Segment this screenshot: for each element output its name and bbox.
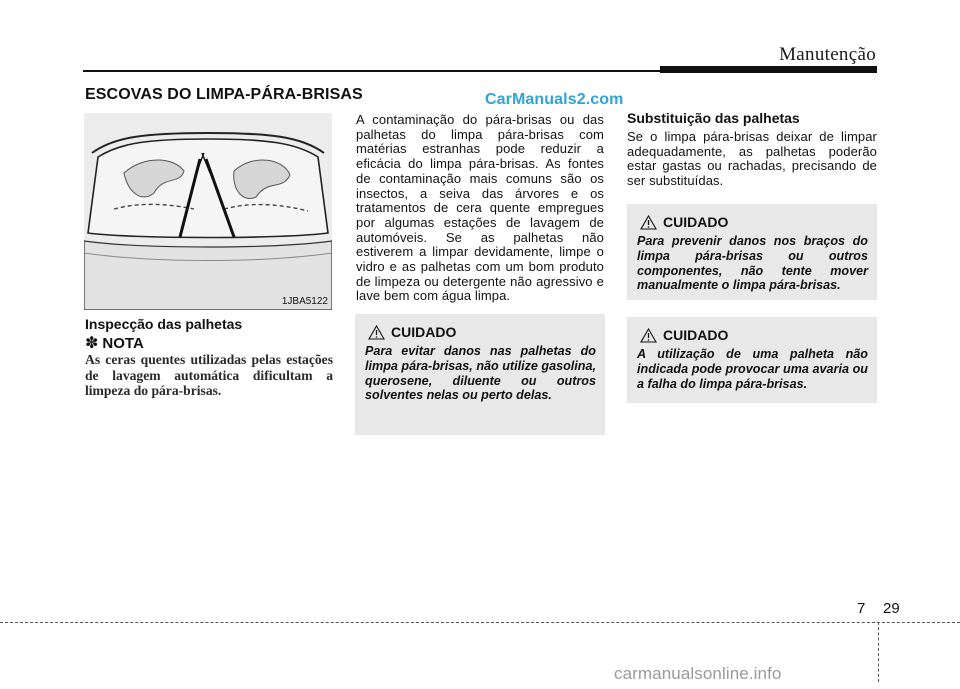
caution-heading [637, 214, 868, 230]
caution-text: Para prevenir danos nos braços do limpa pára-brisas ou outros componentes, não tente mover manualmente o limpa pára-brisas. [637, 234, 868, 293]
caution-heading [637, 327, 868, 343]
footer-watermark[interactable]: carmanualsonline.info [614, 664, 782, 683]
figure-code: 1JBA5122 [281, 296, 328, 307]
header-rule [83, 70, 663, 72]
site-watermark[interactable]: CarManuals2.com [485, 91, 624, 108]
replacement-paragraph: Se o limpa pára-brisas deixar de limpar adequadamente, as palhetas poderão estar gastas ou rachadas, precisando de ser substituídas. [627, 129, 877, 189]
caution-text: A utilização de uma palheta não indicada pode provocar uma avaria ou a falha do limpa pára-brisas. [637, 347, 868, 391]
contamination-paragraph: A contaminação do pára-brisas ou das palhetas do limpa pára-brisas com matérias estranhas pode reduzir a eficácia do limpa pára-brisas. As fontes de contaminação mais comuns são os insectos, a seiva das árvores e os tratamentos de cera quente empregues por algumas estações de lavagem de automóveis. Se as palhetas não estiverem a limpar devidamente, limpe o vidro e as palhetas com um bom produto de limpeza ou detergente não agressivo e lave bem com água limpa. [356, 112, 604, 304]
caution-title: CUIDADO [391, 324, 457, 340]
caution-box-manual-move [627, 204, 877, 300]
caution-title: CUIDADO [663, 214, 729, 230]
caution-heading [365, 324, 596, 340]
caution-title: CUIDADO [663, 327, 729, 343]
caution-box-solvents [355, 314, 605, 435]
section-title: ESCOVAS DO LIMPA-PÁRA-BRISAS [85, 86, 363, 103]
note-star-icon: ✽ [85, 335, 99, 352]
caution-text: Para evitar danos nas palhetas do limpa pára-brisas, não utilize gasolina, querosene, diluente ou outros solventes nelas ou perto delas. [365, 344, 596, 403]
footer-rule [0, 622, 960, 623]
warning-triangle-icon [640, 215, 657, 230]
note-text: As ceras quentes utilizadas pelas estações de lavagem automática dificultam a limpeza do pára-brisas. [85, 352, 333, 398]
note-heading [85, 333, 144, 353]
note-label: NOTA [102, 334, 144, 352]
page-chapter-number: 7 [857, 600, 866, 617]
windshield-wipers-illustration [84, 113, 332, 310]
inspection-heading: Inspecção das palhetas [85, 316, 243, 332]
caution-box-wrong-blade [627, 317, 877, 403]
warning-triangle-icon [368, 325, 385, 340]
replacement-heading: Substituição das palhetas [627, 110, 800, 126]
page-number: 29 [883, 600, 900, 617]
chapter-title: Manutenção [779, 44, 876, 65]
header-rule-accent [660, 66, 877, 73]
windshield-illustration-icon [84, 113, 332, 310]
footer-divider [878, 622, 879, 682]
warning-triangle-icon [640, 328, 657, 343]
